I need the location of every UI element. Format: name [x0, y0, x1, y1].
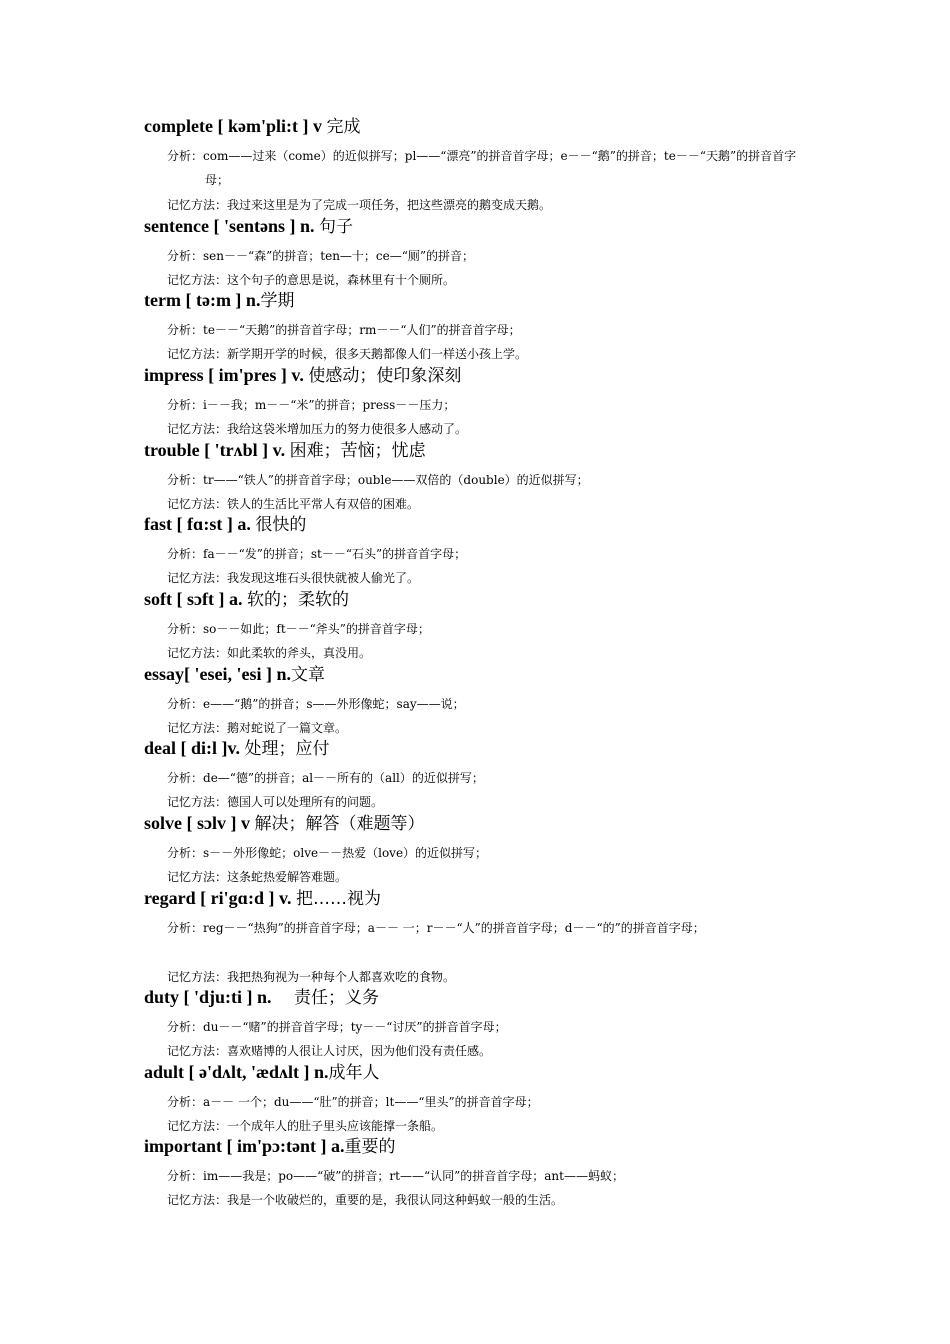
headword-line — [144, 364, 461, 387]
memory-label: 记忆方法： — [167, 497, 228, 511]
analysis-line — [167, 318, 812, 342]
memory-line — [167, 193, 812, 217]
analysis-label: 分析： — [167, 249, 204, 263]
memory-label: 记忆方法： — [167, 795, 228, 809]
memory-text: 新学期开学的时候，很多天鹅都像人们一样送小孩上学。 — [227, 347, 528, 361]
analysis-text: de—“德”的拼音；al－－所有的（all）的近似拼写； — [203, 771, 484, 785]
analysis-text: s－－外形像蛇；olve－－热爱（love）的近似拼写； — [203, 846, 488, 860]
headword-phonetic: adult [ ə'dʌlt, 'ædʌlt ] n. — [144, 1062, 329, 1082]
memory-label: 记忆方法： — [167, 1044, 228, 1058]
meaning: 学期 — [260, 291, 295, 311]
headword-phonetic: solve [ sɔlv ] v — [144, 813, 255, 833]
memory-label: 记忆方法： — [167, 198, 228, 212]
meaning: 软的；柔软的 — [246, 590, 349, 610]
analysis-line — [167, 617, 812, 641]
analysis-text: tr——“铁人”的拼音首字母；ouble——双倍的（double）的近似拼写； — [203, 473, 589, 487]
memory-text: 我是一个收破烂的，重要的是，我很认同这种蚂蚁一般的生活。 — [227, 1193, 564, 1207]
memory-line — [167, 641, 812, 665]
analysis-text: i－－我；m－－“米”的拼音；press－－压力； — [203, 398, 456, 412]
memory-line — [167, 417, 812, 441]
analysis-line — [167, 841, 812, 865]
analysis-text: te－－“天鹅”的拼音首字母；rm－－“人们”的拼音首字母； — [203, 323, 521, 337]
analysis-label: 分析： — [167, 771, 204, 785]
meaning: 责任；义务 — [294, 988, 380, 1008]
analysis-label: 分析： — [167, 846, 204, 860]
memory-label: 记忆方法： — [167, 646, 228, 660]
analysis-label: 分析： — [167, 149, 204, 163]
meaning: 重要的 — [344, 1137, 396, 1157]
analysis-line — [167, 1164, 812, 1188]
memory-text: 如此柔软的斧头，真没用。 — [227, 646, 372, 660]
headword-phonetic: regard [ ri'gɑ:d ] v. — [144, 888, 296, 908]
headword-phonetic: sentence [ 'sentəns ] n. — [144, 216, 319, 236]
analysis-line — [167, 542, 812, 566]
headword-phonetic: duty [ 'dju:ti ] n. — [144, 987, 295, 1007]
headword-line — [144, 986, 379, 1009]
headword-line — [144, 588, 349, 611]
analysis-text: sen－－“森”的拼音；ten—十；ce—“厕”的拼音； — [203, 249, 475, 263]
analysis-text: im——我是；po——“破”的拼音；rt——“认同”的拼音首字母；ant——蚂蚁； — [203, 1169, 624, 1183]
analysis-line — [167, 1090, 812, 1114]
headword-line — [144, 215, 353, 238]
headword-line — [144, 812, 424, 835]
meaning: 很快的 — [255, 515, 307, 535]
memory-line — [167, 566, 812, 590]
analysis-text: du－－“赌”的拼音首字母；ty－－“讨厌”的拼音首字母； — [203, 1020, 507, 1034]
memory-label: 记忆方法： — [167, 1119, 228, 1133]
analysis-text: a－－ 一个；du——“肚”的拼音；lt——“里头”的拼音首字母； — [203, 1095, 539, 1109]
memory-label: 记忆方法： — [167, 347, 228, 361]
analysis-label: 分析： — [167, 1095, 204, 1109]
memory-text: 德国人可以处理所有的问题。 — [227, 795, 384, 809]
headword-line — [144, 439, 426, 462]
analysis-label: 分析： — [167, 921, 204, 935]
analysis-line — [167, 244, 812, 268]
headword-phonetic: essay[ 'esei, 'esi ] n. — [144, 664, 291, 684]
memory-label: 记忆方法： — [167, 870, 228, 884]
analysis-line — [167, 766, 812, 790]
memory-text: 我发现这堆石头很快就被人偷光了。 — [227, 571, 420, 585]
meaning: 句子 — [318, 217, 353, 237]
memory-line — [167, 342, 812, 366]
analysis-label: 分析： — [167, 323, 204, 337]
meaning: 使感动；使印象深刻 — [308, 366, 462, 386]
headword-line — [144, 663, 325, 686]
headword-line — [144, 887, 381, 910]
memory-line — [167, 1188, 812, 1212]
meaning: 困难；苦恼；忧虑 — [289, 441, 426, 461]
memory-text: 这个句子的意思是说，森林里有十个厕所。 — [227, 273, 456, 287]
headword-line — [144, 1061, 380, 1084]
memory-text: 我过来这里是为了完成一项任务，把这些漂亮的鹅变成天鹅。 — [227, 198, 552, 212]
meaning: 文章 — [290, 665, 325, 685]
meaning: 处理；应付 — [244, 739, 330, 759]
memory-line — [167, 1039, 812, 1063]
meaning: 完成 — [326, 117, 361, 137]
analysis-text: e——“鹅”的拼音；s——外形像蛇；say——说； — [203, 697, 465, 711]
analysis-line — [167, 393, 812, 417]
analysis-label: 分析： — [167, 473, 204, 487]
memory-label: 记忆方法： — [167, 721, 228, 735]
memory-line — [167, 790, 812, 814]
memory-text: 铁人的生活比平常人有双倍的困难。 — [227, 497, 420, 511]
analysis-line — [167, 468, 812, 492]
analysis-label: 分析： — [167, 697, 204, 711]
analysis-line — [167, 1015, 812, 1039]
meaning: 解决；解答（难题等） — [254, 814, 425, 834]
headword-line — [144, 1135, 395, 1158]
memory-line — [167, 865, 812, 889]
analysis-line — [167, 144, 812, 192]
analysis-label: 分析： — [167, 1169, 204, 1183]
meaning: 把……视为 — [296, 889, 381, 909]
headword-phonetic: important [ im'pɔ:tənt ] a. — [144, 1136, 345, 1156]
memory-text: 喜欢赌博的人很让人讨厌，因为他们没有责任感。 — [227, 1044, 492, 1058]
headword-phonetic: trouble [ 'trʌbl ] v. — [144, 440, 290, 460]
memory-label: 记忆方法： — [167, 422, 228, 436]
memory-text: 一个成年人的肚子里头应该能撑一条船。 — [227, 1119, 444, 1133]
memory-text: 鹅对蛇说了一篇文章。 — [227, 721, 348, 735]
analysis-line — [167, 692, 812, 716]
headword-line — [144, 115, 360, 138]
headword-line — [144, 289, 294, 312]
analysis-label: 分析： — [167, 622, 204, 636]
headword-phonetic: fast [ fɑ:st ] a. — [144, 514, 256, 534]
analysis-text: so－－如此；ft－－“斧头”的拼音首字母； — [203, 622, 430, 636]
memory-text: 我把热狗视为一种每个人都喜欢吃的食物。 — [227, 970, 456, 984]
headword-phonetic: complete [ kəm'pli:t ] v — [144, 116, 327, 136]
memory-label: 记忆方法： — [167, 970, 228, 984]
meaning: 成年人 — [328, 1063, 380, 1083]
headword-line — [144, 737, 330, 760]
memory-text: 这条蛇热爱解答难题。 — [227, 870, 348, 884]
headword-phonetic: deal [ di:l ]v. — [144, 738, 245, 758]
headword-phonetic: soft [ sɔft ] a. — [144, 589, 247, 609]
memory-text: 我给这袋米增加压力的努力使很多人感动了。 — [227, 422, 468, 436]
analysis-text: com——过来（come）的近似拼写；pl——“漂亮”的拼音首字母；e－－“鹅”的拼音；te－－“天鹅”的拼音首字母； — [203, 149, 797, 187]
memory-label: 记忆方法： — [167, 273, 228, 287]
analysis-label: 分析： — [167, 1020, 204, 1034]
headword-phonetic: term [ tə:m ] n. — [144, 290, 261, 310]
analysis-text: fa－－“发”的拼音；st－－“石头”的拼音首字母； — [203, 547, 467, 561]
memory-label: 记忆方法： — [167, 1193, 228, 1207]
headword-line — [144, 513, 306, 536]
analysis-line — [167, 916, 812, 940]
headword-phonetic: impress [ im'pres ] v. — [144, 365, 309, 385]
analysis-text: reg－－“热狗”的拼音首字母；a－－ 一；r－－“人”的拼音首字母；d－－“的”的拼音首字母； — [203, 921, 705, 935]
memory-label: 记忆方法： — [167, 571, 228, 585]
analysis-label: 分析： — [167, 547, 204, 561]
analysis-label: 分析： — [167, 398, 204, 412]
